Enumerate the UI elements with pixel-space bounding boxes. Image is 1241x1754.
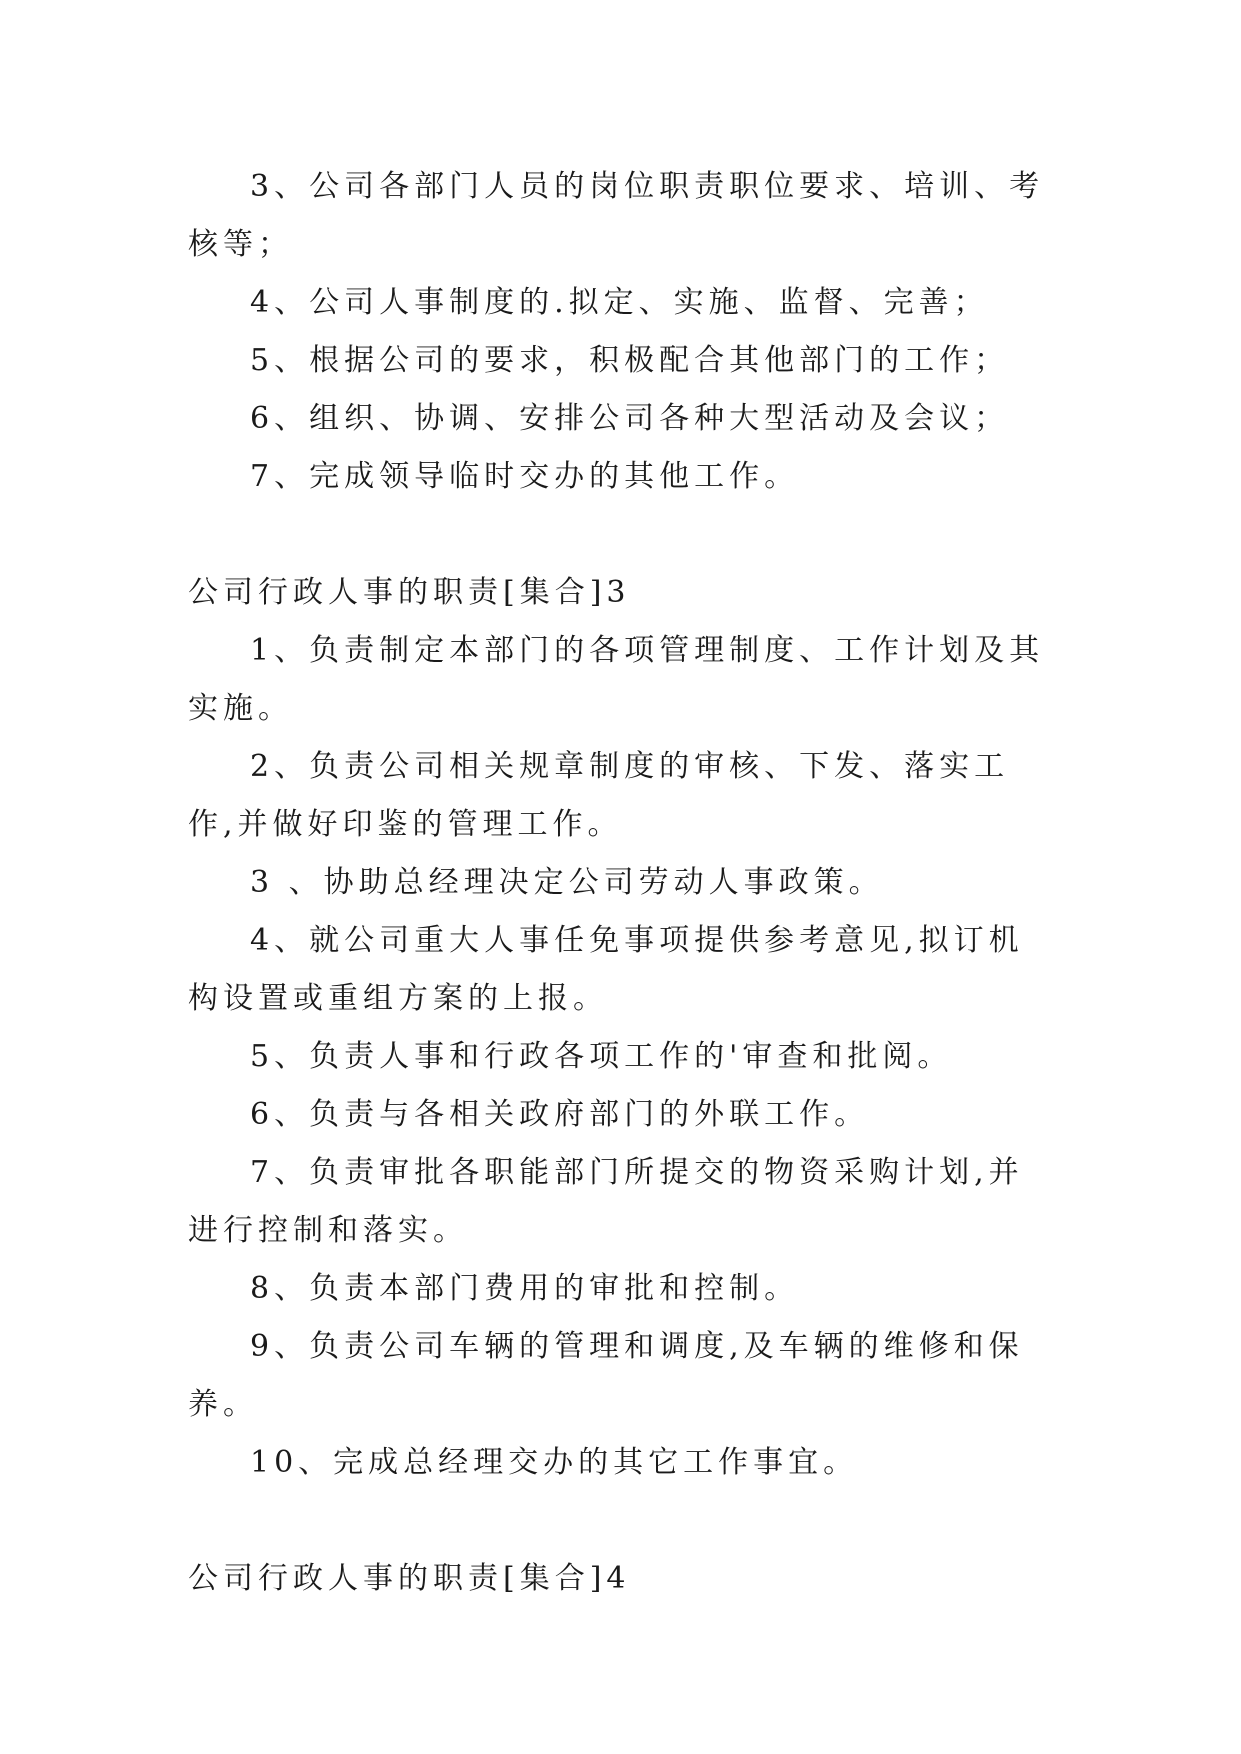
- list-item: 6、负责与各相关政府部门的外联工作。: [250, 1097, 870, 1132]
- list-item: 2、负责公司相关规章制度的审核、下发、落实工作,并做好印鉴的管理工作。: [188, 749, 1010, 842]
- list-item: 9、负责公司车辆的管理和调度,及车辆的维修和保养。: [188, 1329, 1024, 1422]
- list-item: 4、就公司重大人事任免事项提供参考意见,拟订机构设置或重组方案的上报。: [188, 923, 1024, 1016]
- list-item: 5、负责人事和行政各项工作的'审查和批阅。: [250, 1039, 953, 1074]
- list-item: 4、公司人事制度的.拟定、实施、监督、完善；: [250, 285, 989, 320]
- list-item: 7、负责审批各职能部门所提交的物资采购计划,并进行控制和落实。: [188, 1155, 1024, 1248]
- list-item: 6、组织、协调、安排公司各种大型活动及会议；: [250, 401, 1010, 436]
- section-spacer: [188, 1492, 1058, 1550]
- list-item: 1、负责制定本部门的各项管理制度、工作计划及其实施。: [188, 633, 1045, 726]
- list-item: 3 、协助总经理决定公司劳动人事政策。: [250, 865, 884, 900]
- section-spacer: [188, 506, 1058, 564]
- list-item: 5、根据公司的要求，积极配合其他部门的工作；: [250, 343, 1010, 378]
- list-item: 8、负责本部门费用的审批和控制。: [250, 1271, 800, 1306]
- list-item: 7、完成领导临时交办的其他工作。: [250, 459, 800, 494]
- section-title: 公司行政人事的职责[集合]3: [188, 575, 631, 610]
- document-body: [188, 158, 1058, 1608]
- list-item: 3、公司各部门人员的岗位职责职位要求、培训、考核等；: [188, 169, 1045, 262]
- section-title: 公司行政人事的职责[集合]4: [188, 1561, 631, 1596]
- list-item: 10、完成总经理交办的其它工作事宜。: [250, 1445, 859, 1480]
